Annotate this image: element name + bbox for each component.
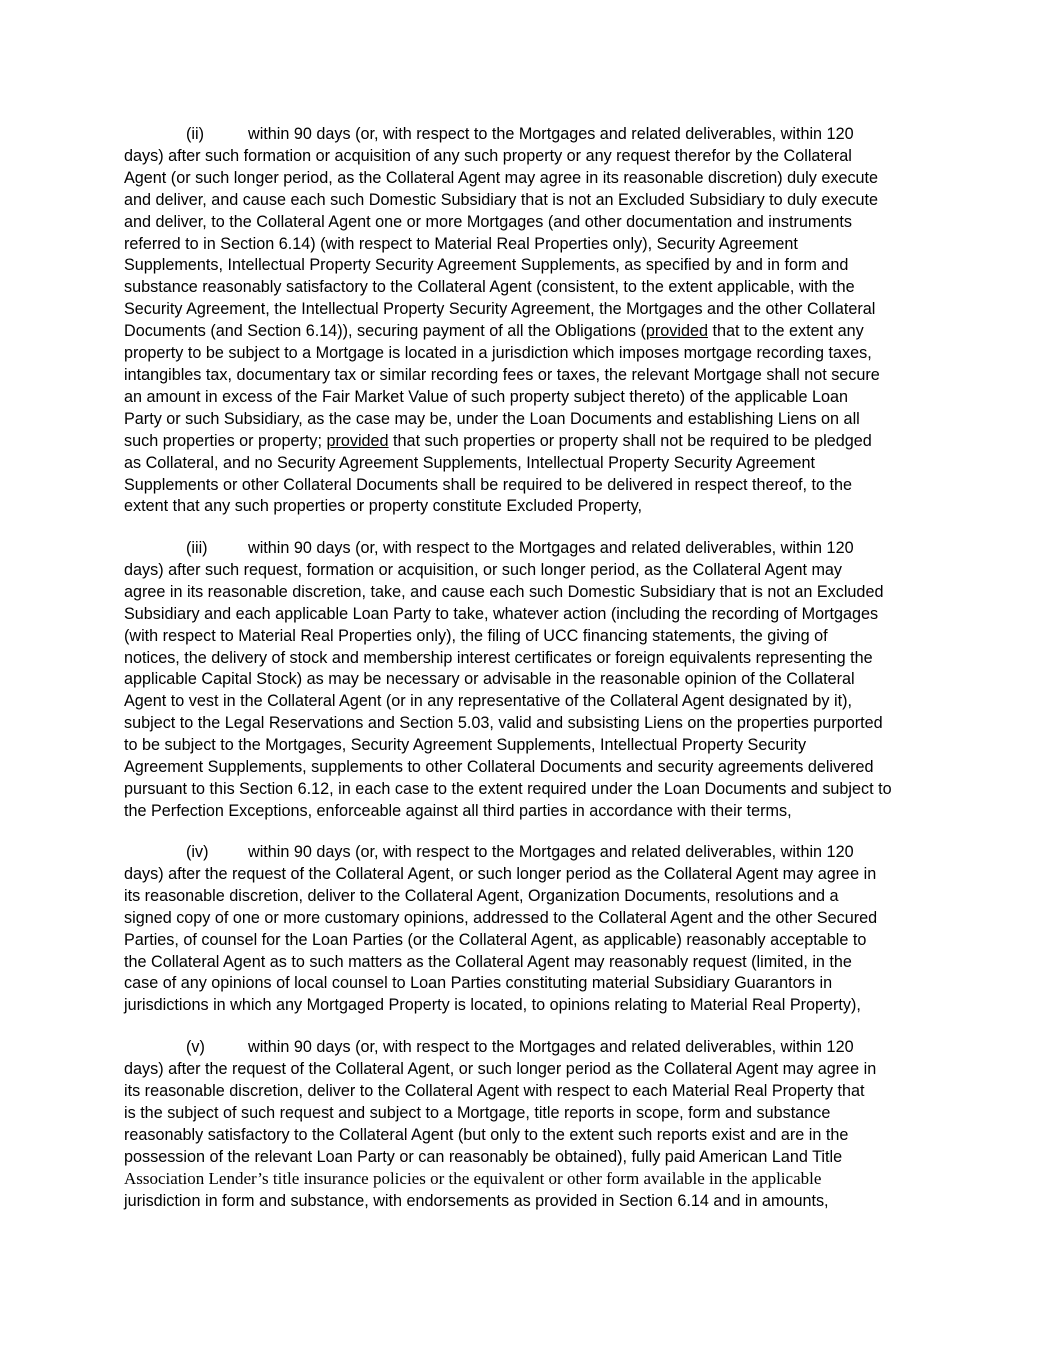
text-line	[124, 190, 930, 212]
text-line	[124, 343, 930, 365]
text-segment: within 90 days (or, with respect to the Mortgages and related deliverables, within 120	[248, 125, 854, 143]
text-segment: its reasonable discretion, deliver to the Collateral Agent, Organization Documents, resolutions and a	[124, 886, 839, 905]
text-line	[124, 538, 930, 560]
text-segment: referred to in Section 6.14) (with respect to Material Real Properties only), Security Agreement	[124, 234, 798, 253]
text-segment: days) after the request of the Collateral Agent, or such longer period as the Collateral Agent may agree in	[124, 1059, 877, 1078]
text-line	[124, 669, 930, 691]
text-line	[124, 1103, 930, 1125]
text-segment: case of any opinions of local counsel to Loan Parties constituting material Subsidiary Guarantors in	[124, 974, 833, 993]
paragraph-label: (ii)	[186, 125, 204, 143]
text-line	[124, 801, 930, 823]
text-segment: that such properties or property shall not be required to be pledged	[388, 431, 872, 450]
text-line	[124, 691, 930, 713]
text-segment: its reasonable discretion, deliver to the Collateral Agent with respect to each Material Real Property that	[124, 1081, 865, 1100]
text-segment: Supplements or other Collateral Documents shall be required to be delivered in respect thereof, to the	[124, 475, 852, 494]
text-segment: such properties or property;	[124, 431, 327, 450]
text-line	[124, 995, 930, 1017]
text-segment: signed copy of one or more customary opinions, addressed to the Collateral Agent and the other Secured	[124, 908, 878, 927]
text-segment: as Collateral, and no Security Agreement Supplements, Intellectual Property Security Agreement	[124, 453, 816, 472]
text-segment: notices, the delivery of stock and membership interest certificates or foreign equivalents representing the	[124, 648, 873, 667]
text-line	[124, 582, 930, 604]
text-segment: an amount in excess of the Fair Market Value of such property subject thereto) of the applicable Loan	[124, 387, 849, 406]
text-segment: agree in its reasonable discretion, take, and cause each such Domestic Subsidiary that is not an Excluded	[124, 582, 884, 601]
text-segment: the Perfection Exceptions, enforceable against all third parties in accordance with their terms,	[124, 801, 792, 820]
text-line	[124, 453, 930, 475]
text-segment: extent that any such properties or property constitute Excluded Property,	[124, 497, 642, 516]
text-segment: jurisdictions in which any Mortgaged Property is located, to opinions relating to Material Real Property),	[124, 996, 861, 1015]
text-line	[124, 1191, 930, 1213]
text-segment: subject to the Legal Reservations and Section 5.03, valid and subsisting Liens on the properties purported	[124, 714, 883, 733]
text-line	[124, 779, 930, 801]
text-segment: property to be subject to a Mortgage is located in a jurisdiction which imposes mortgage recording taxes,	[124, 344, 872, 363]
text-line	[124, 604, 930, 626]
paragraph-label: (iv)	[186, 843, 209, 861]
paragraph-iii	[124, 538, 930, 823]
text-segment: is the subject of such request and subject to a Mortgage, title reports in scope, form and substance	[124, 1103, 831, 1122]
text-line	[124, 1168, 930, 1191]
text-line	[124, 735, 930, 757]
text-segment: Association Lender’s title insurance policies or the equivalent or other form available in the applicable	[124, 1169, 822, 1189]
text-segment: days) after such formation or acquisition of any such property or any request therefor by the Collateral	[124, 146, 852, 165]
text-segment: Party or such Subsidiary, as the case may be, under the Loan Documents and establishing Liens on all	[124, 409, 860, 428]
text-segment: Agent to vest in the Collateral Agent (or in any representative of the Collateral Agent designated by it),	[124, 692, 852, 711]
text-line	[124, 952, 930, 974]
text-line	[124, 973, 930, 995]
text-line	[124, 124, 930, 146]
text-line	[124, 908, 930, 930]
text-segment: days) after the request of the Collateral Agent, or such longer period as the Collateral Agent may agree in	[124, 864, 877, 883]
text-line	[124, 255, 930, 277]
text-segment: reasonably satisfactory to the Collateral Agent (but only to the extent such reports exist and are in the	[124, 1125, 849, 1144]
underlined-term: provided	[645, 322, 708, 341]
text-line	[124, 1125, 930, 1147]
text-segment: (with respect to Material Real Properties only), the filing of UCC financing statements, the giving of	[124, 626, 828, 645]
text-line	[124, 560, 930, 582]
text-segment: Security Agreement, the Intellectual Property Security Agreement, the Mortgages and the other Collateral	[124, 300, 876, 319]
text-line	[124, 713, 930, 735]
text-line	[124, 431, 930, 453]
text-line	[124, 277, 930, 299]
text-segment: that to the extent any	[707, 322, 864, 341]
text-segment: and deliver, and cause each such Domestic Subsidiary that is not an Excluded Subsidiary to duly execute	[124, 190, 879, 209]
text-segment: Parties, of counsel for the Loan Parties (or the Collateral Agent, as applicable) reasonably acceptable to	[124, 930, 867, 949]
text-segment: Supplements, Intellectual Property Security Agreement Supplements, as specified by and in form and	[124, 256, 849, 275]
text-line	[124, 757, 930, 779]
text-line	[124, 234, 930, 256]
text-line	[124, 321, 930, 343]
text-line	[124, 299, 930, 321]
text-segment: Documents (and Section 6.14)), securing payment of all the Obligations (	[124, 322, 646, 341]
text-line	[124, 1059, 930, 1081]
paragraph-ii	[124, 124, 930, 518]
text-segment: pursuant to this Section 6.12, in each case to the extent required under the Loan Documents and subject to	[124, 779, 892, 798]
text-segment: to be subject to the Mortgages, Security Agreement Supplements, Intellectual Property Security	[124, 736, 807, 755]
paragraph-v	[124, 1037, 930, 1213]
text-line	[124, 1037, 930, 1059]
text-line	[124, 409, 930, 431]
text-line	[124, 648, 930, 670]
text-line	[124, 168, 930, 190]
text-line	[124, 387, 930, 409]
paragraph-label: (v)	[186, 1038, 205, 1056]
text-segment: within 90 days (or, with respect to the Mortgages and related deliverables, within 120	[248, 843, 854, 861]
text-line	[124, 146, 930, 168]
text-segment: Agreement Supplements, supplements to other Collateral Documents and security agreements delivered	[124, 758, 874, 777]
text-line	[124, 930, 930, 952]
text-segment: possession of the relevant Loan Party or can reasonably be obtained), fully paid American Land Title	[124, 1147, 843, 1166]
text-line	[124, 365, 930, 387]
text-segment: substance reasonably satisfactory to the Collateral Agent (consistent, to the extent applicable, with the	[124, 278, 855, 297]
text-line	[124, 212, 930, 234]
text-line	[124, 1147, 930, 1169]
paragraph-iv	[124, 842, 930, 1017]
text-line	[124, 864, 930, 886]
text-segment: intangibles tax, documentary tax or similar recording fees or taxes, the relevant Mortgage shall not secure	[124, 365, 880, 384]
text-line	[124, 886, 930, 908]
text-line	[124, 475, 930, 497]
text-line	[124, 626, 930, 648]
text-segment: Subsidiary and each applicable Loan Party to take, whatever action (including the recording of Mortgages	[124, 604, 879, 623]
text-line	[124, 1081, 930, 1103]
text-segment: within 90 days (or, with respect to the Mortgages and related deliverables, within 120	[248, 1038, 854, 1056]
text-segment: and deliver, to the Collateral Agent one or more Mortgages (and other documentation and instruments	[124, 212, 852, 231]
text-segment: days) after such request, formation or acquisition, or such longer period, as the Collateral Agent may	[124, 560, 843, 579]
paragraph-label: (iii)	[186, 539, 208, 557]
text-line	[124, 496, 930, 518]
underlined-term: provided	[326, 431, 389, 450]
text-segment: jurisdiction in form and substance, with endorsements as provided in Section 6.14 and in amounts,	[124, 1192, 829, 1211]
text-segment: the Collateral Agent as to such matters as the Collateral Agent may reasonably request (limited, in the	[124, 952, 852, 971]
text-segment: Agent (or such longer period, as the Collateral Agent may agree in its reasonable discretion) duly execute	[124, 168, 879, 187]
text-segment: within 90 days (or, with respect to the Mortgages and related deliverables, within 120	[248, 539, 854, 557]
text-segment: applicable Capital Stock) as may be necessary or advisable in the reasonable opinion of the Collateral	[124, 670, 855, 689]
text-line	[124, 842, 930, 864]
